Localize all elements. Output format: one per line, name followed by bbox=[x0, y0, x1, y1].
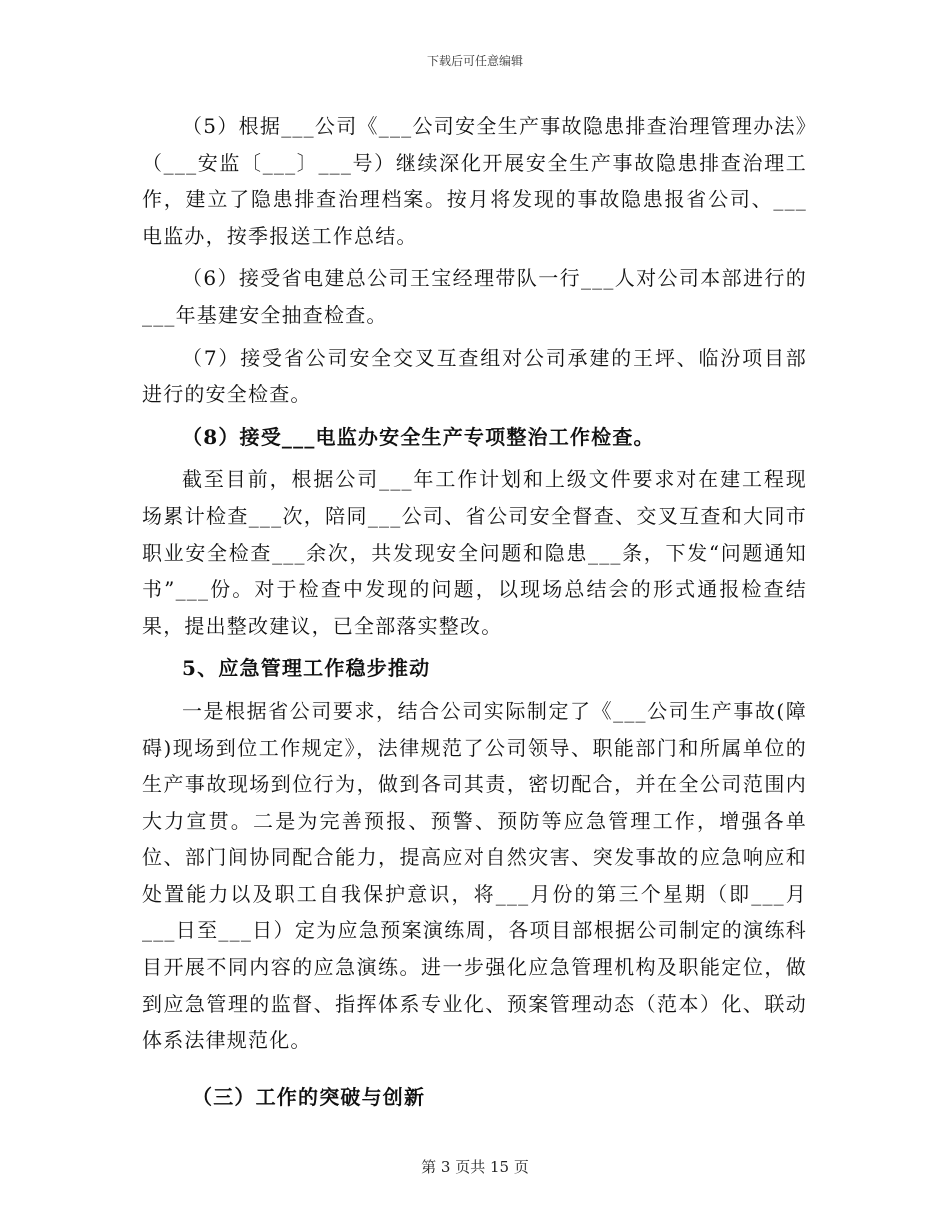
section-heading-breakthrough: （三）工作的突破与创新 bbox=[192, 1084, 426, 1109]
paragraph-inspection-summary: 截至目前，根据公司___年工作计划和上级文件要求对在建工程现场累计检查___次，陪同___公司、省公司安全督查、交叉互查和大同市职业安全检查___余次，共发现安全问题和隐患___条，下发“问题通知书”___份。对于检查中发现的问题，以现场总结会的形式通报检查结果，提出整改建议，已全部落实整改。 bbox=[142, 467, 807, 638]
paragraph-item-7: （7）接受省公司安全交叉互查组对公司承建的王坪、临汾项目部进行的安全检查。 bbox=[142, 345, 807, 407]
paragraph-item-6: （6）接受省电建总公司王宝经理带队一行___人对公司本部进行的___年基建安全抽查检查。 bbox=[142, 266, 807, 327]
section-heading-emergency: 5、应急管理工作稳步推动 bbox=[182, 656, 431, 681]
paragraph-item-8: （8）接受___电监办安全生产专项整治工作检查。 bbox=[182, 424, 655, 449]
paragraph-item-5: （5）根据___公司《___公司安全生产事故隐患排查治理管理办法》（___安监〔___〕___号）继续深化开展安全生产事故隐患排查治理工作，建立了隐患排查治理档案。按月将发现的事故隐患报省公司、___电监办，按季报送工作总结。 bbox=[142, 114, 807, 248]
paragraph-emergency-management: 一是根据省公司要求，结合公司实际制定了《___公司生产事故(障碍)现场到位工作规定》，法律规范了公司领导、职能部门和所属单位的生产事故现场到位行为，做到各司其责，密切配合，并在全公司范围内大力宣贯。二是为完善预报、预警、预防等应急管理工作，增强各单位、部门间协同配合能力，提高应对自然灾害、突发事故的应急响应和处置能力以及职工自我保护意识，将___月份的第三个星期（即___月___日至___日）定为应急预案演练周，各项目部根据公司制定的演练科目开展不同内容的应急演练。进一步强化应急管理机构及职能定位，做到应急管理的监督、指挥体系专业化、预案管理动态（范本）化、联动体系法律规范化。 bbox=[142, 698, 807, 1053]
header-note: 下载后可任意编辑 bbox=[426, 54, 523, 68]
page-number: 第 3 页共 15 页 bbox=[421, 1158, 529, 1176]
document-body bbox=[142, 108, 807, 1115]
